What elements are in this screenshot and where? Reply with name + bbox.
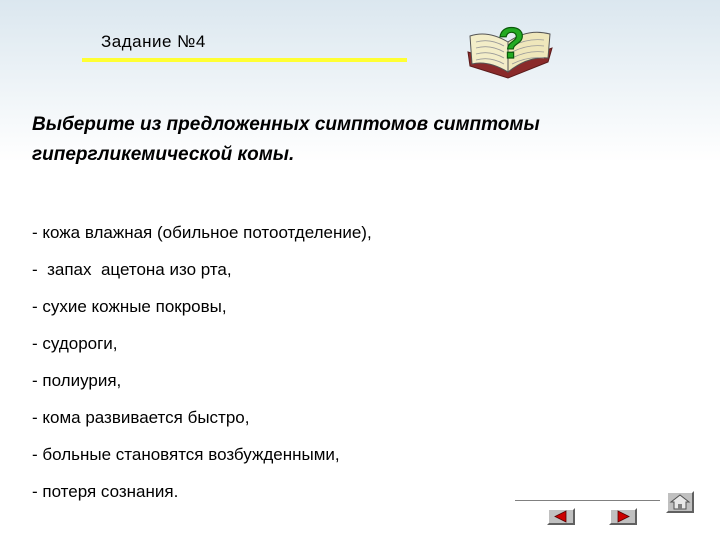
footer-divider <box>515 500 660 501</box>
title-underline <box>82 58 407 62</box>
answer-option: - больные становятся возбужденными, <box>32 445 340 464</box>
home-button[interactable] <box>666 491 694 513</box>
question-mark-glyph: ? <box>498 19 525 68</box>
task-title: Задание №4 <box>101 32 206 51</box>
answer-option: - полиурия, <box>32 371 122 390</box>
answer-option: - запах ацетона изо рта, <box>32 260 232 279</box>
answer-option: - кома развивается быстро, <box>32 408 250 427</box>
next-arrow-icon <box>611 510 635 523</box>
answer-options-list <box>32 220 372 516</box>
answer-option: - потеря сознания. <box>32 482 179 501</box>
next-slide-button[interactable] <box>609 508 637 525</box>
previous-slide-button[interactable] <box>547 508 575 525</box>
home-icon <box>668 493 692 511</box>
answer-option: - сухие кожные покровы, <box>32 297 227 316</box>
answer-option: - судороги, <box>32 334 118 353</box>
question-book-icon <box>462 12 560 82</box>
answer-option: - кожа влажная (обильное потоотделение), <box>32 223 372 242</box>
prev-arrow-icon <box>549 510 573 523</box>
question-text: Выберите из предложенных симптомов симптомы гипергликемической комы. <box>32 114 540 165</box>
